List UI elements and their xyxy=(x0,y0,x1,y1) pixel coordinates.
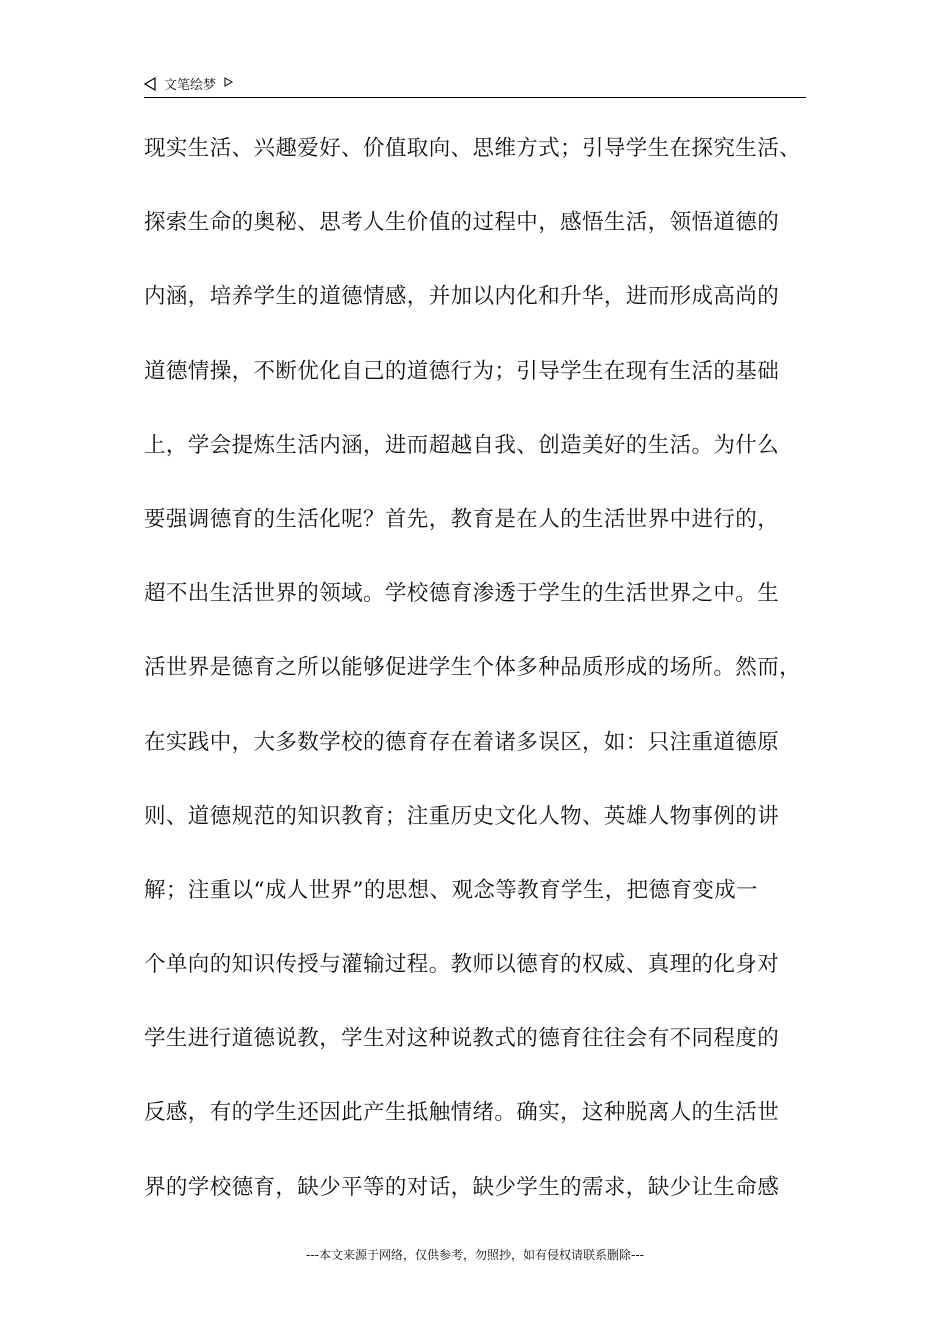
page-header xyxy=(144,68,806,98)
body-line: 解；注重以“成人世界”的思想、观念等教育学生，把德育变成一 xyxy=(144,877,759,903)
header-title-row xyxy=(144,74,233,93)
triangle-left-icon xyxy=(144,77,156,91)
document-body xyxy=(144,126,812,1239)
header-title: 文笔绘梦 xyxy=(164,78,217,93)
body-line: 个单向的知识传授与灌输过程。教师以德育的权威、真理的化身对 xyxy=(144,952,780,978)
body-line: 要强调德育的生活化呢？首先，教育是在人的生活世界中进行的， xyxy=(144,506,780,532)
body-line: 上，学会提炼生活内涵，进而超越自我、创造美好的生活。为什么 xyxy=(144,432,780,458)
body-line: 超不出生活世界的领域。学校德育渗透于学生的生活世界之中。生 xyxy=(144,581,780,607)
page-footer: ---本文来源于网络，仅供参考，勿照抄，如有侵权请联系删除--- xyxy=(306,1248,644,1262)
header-divider xyxy=(144,97,806,98)
body-line: 学生进行道德说教，学生对这种说教式的德育往往会有不同程度的 xyxy=(144,1026,780,1052)
body-line: 现实生活、兴趣爱好、价值取向、思维方式；引导学生在探究生活、 xyxy=(144,136,802,161)
body-line: 在实践中，大多数学校的德育存在着诸多误区，如：只注重道德原 xyxy=(144,729,780,755)
body-line: 探索生命的奥秘、思考人生价值的过程中，感悟生活，领悟道德的 xyxy=(144,210,780,236)
body-line: 则、道德规范的知识教育；注重历史文化人物、英雄人物事例的讲 xyxy=(144,803,780,829)
triangle-right-icon xyxy=(224,77,233,87)
body-line: 活世界是德育之所以能够促进学生个体多种品质形成的场所。然而， xyxy=(144,655,802,681)
body-line: 界的学校德育，缺少平等的对话，缺少学生的需求，缺少让生命感 xyxy=(144,1174,780,1200)
body-line: 内涵，培养学生的道德情感，并加以内化和升华，进而形成高尚的 xyxy=(144,284,780,310)
body-line: 道德情操，不断优化自己的道德行为；引导学生在现有生活的基础 xyxy=(144,358,780,384)
body-line: 反感，有的学生还因此产生抵触情绪。确实，这种脱离人的生活世 xyxy=(144,1100,780,1126)
